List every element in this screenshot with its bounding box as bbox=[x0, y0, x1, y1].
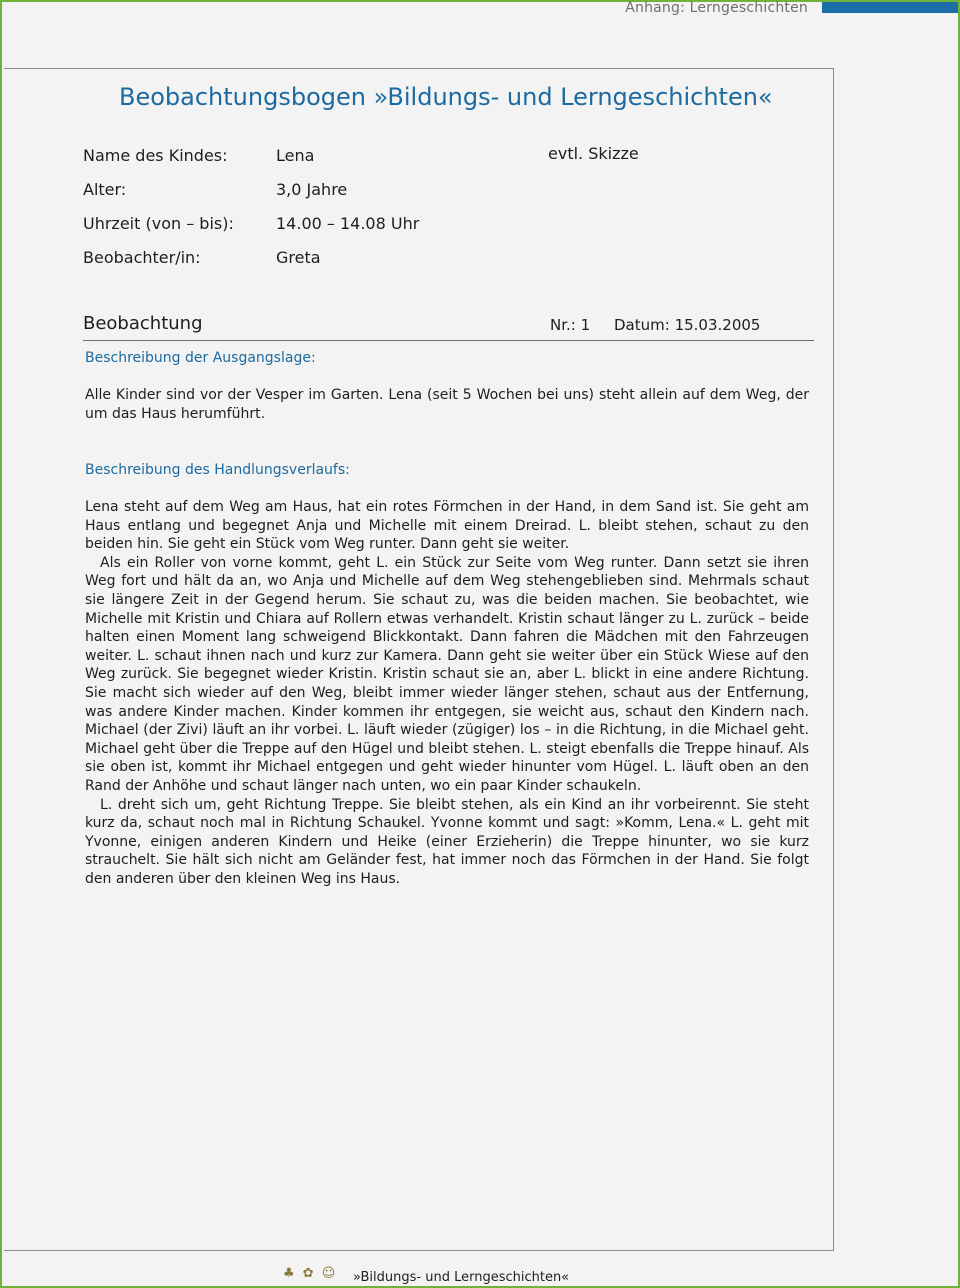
paragraph: L. dreht sich um, geht Richtung Treppe. Sie bleibt stehen, als ein Kind an ihr vorbeirennt. Sie steht kurz da, schaut noch mal in Richtung Schaukel. Yvonne kommt und sagt: »Komm, Lena.« L. geht mit Yvonne, einigen anderen Kindern und Heike (einer Erzieherin) die Treppe hinunter, wo sie kurz strauchelt. Sie hält sich nicht am Geländer fest, hat immer noch das Förmchen in der Hand. Sie folgt den anderen über den kleinen Weg ins Haus. bbox=[85, 796, 809, 887]
paragraph: Alle Kinder sind vor der Vesper im Garten. Lena (seit 5 Wochen bei uns) steht allein auf dem Weg, der um das Haus herumführt. bbox=[85, 387, 809, 422]
field-label-name: Name des Kindes: bbox=[83, 146, 228, 165]
section-heading-start: Beschreibung der Ausgangslage: bbox=[85, 350, 316, 366]
running-head: Anhang: Lerngeschichten bbox=[625, 0, 808, 16]
field-label-observer: Beobachter/in: bbox=[83, 248, 201, 267]
observation-date: Datum: 15.03.2005 bbox=[614, 316, 761, 334]
paragraph: Als ein Roller von vorne kommt, geht L. ein Stück zur Seite vom Weg runter. Dann setzt sie ihren Weg fort und hält da an, wo Anja und Michelle auf dem Weg stehengeblieben sind. Mehrmals schaut sie längere Zeit in der Gegend herum. Sie schaut zu, was die beiden machen. Sie beobachtet, wie Michelle mit Kristin und Chiara auf Rollern etwas verhandelt. Kristin schaut länger zu L. zurück – beide halten einen Moment lang schweigend Blickkontakt. Dann fahren die Mädchen mit den Fahrzeugen weiter. L. schaut ihnen nach und kurz zur Kamera. Dann geht sie weiter über ein Stück Wiese auf den Weg zurück. Sie begegnet wieder Kristin. Kristin schaut sie an, aber L. blickt in eine andere Richtung. Sie macht sich wieder auf den Weg, bleibt immer wieder länger stehen, schaut aus der Entfernung, was andere Kinder machen. Kinder kommen ihr entgegen, sie weicht aus, schaut den Kindern nach. Michael (der Zivi) läuft an ihr vorbei. L. läuft wieder (zügiger) los – in die Richtung, in die Michael geht. Michael geht über die Treppe auf den Hügel und bleibt stehen. L. steigt ebenfalls die Treppe hinauf. Als sie oben ist, kommt ihr Michael entgegen und geht wieder hinunter vom Hügel. L. läuft oben an den Rand der Anhöhe und schaut länger nach unten, wo ein paar Kinder schaukeln. bbox=[85, 554, 809, 794]
footer-title: »Bildungs- und Lerngeschichten« bbox=[353, 1270, 570, 1285]
field-label-age: Alter: bbox=[83, 180, 127, 199]
section-text-start bbox=[85, 386, 809, 423]
document-title: Beobachtungsbogen »Bildungs- und Lerngeschichten« bbox=[119, 83, 773, 111]
running-head-bar bbox=[822, 2, 958, 13]
observation-divider bbox=[83, 340, 814, 341]
field-label-time: Uhrzeit (von – bis): bbox=[83, 214, 234, 233]
field-value-time: 14.00 – 14.08 Uhr bbox=[276, 214, 420, 233]
section-text-course bbox=[85, 498, 809, 888]
field-value-name: Lena bbox=[276, 146, 315, 165]
observation-number: Nr.: 1 bbox=[550, 316, 591, 334]
section-heading-course: Beschreibung des Handlungsverlaufs: bbox=[85, 462, 350, 478]
field-value-observer: Greta bbox=[276, 248, 321, 267]
paragraph: Lena steht auf dem Weg am Haus, hat ein rotes Förmchen in der Hand, in dem Sand ist. Sie geht am Haus entlang und begegnet Anja und Michelle mit einem Dreirad. L. bleibt stehen, schaut zu den beiden hin. Sie geht ein Stück vom Weg runter. Dann geht sie weiter. bbox=[85, 499, 809, 553]
field-value-age: 3,0 Jahre bbox=[276, 180, 348, 199]
observation-title: Beobachtung bbox=[83, 313, 203, 334]
footer-decoration-icon: ♣ ✿ ☺ bbox=[283, 1266, 338, 1281]
sketch-label: evtl. Skizze bbox=[548, 144, 639, 163]
